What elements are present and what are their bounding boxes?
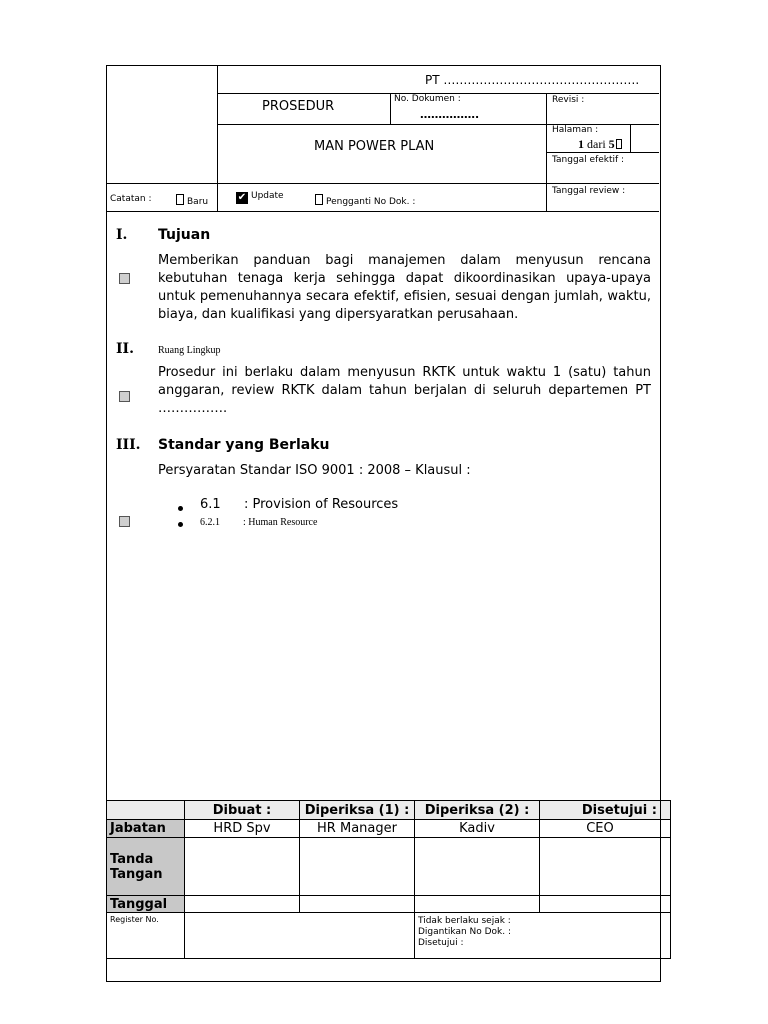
revisi-label: Revisi :: [552, 95, 585, 105]
approval-header-diperiksa-1: Diperiksa (1) :: [300, 801, 415, 820]
pengganti-label: Pengganti No Dok. :: [326, 197, 416, 207]
header-divider-horizontal-4: [107, 183, 659, 184]
section-1-marker-icon: [119, 273, 130, 284]
tanda-tangan-diperiksa-1[interactable]: [300, 838, 415, 896]
document-type: PROSEDUR: [262, 99, 335, 114]
halaman-num: 1: [578, 137, 584, 151]
approval-header-disetujui: Disetujui :: [540, 801, 661, 820]
approval-header-spacer: [661, 801, 671, 820]
tanda-tangan-row: [107, 838, 671, 896]
doc-number-value: …………….: [420, 108, 480, 121]
tidak-berlaku-label: Tidak berlaku sejak :: [418, 916, 511, 926]
halaman-dari: dari: [584, 137, 609, 151]
baru-option[interactable]: [176, 194, 208, 207]
jabatan-dibuat: HRD Spv: [185, 820, 300, 838]
bullet-icon: [178, 506, 183, 511]
jabatan-diperiksa-2: Kadiv: [415, 820, 540, 838]
halaman-value: [578, 137, 625, 152]
approval-table: [106, 800, 671, 959]
register-value[interactable]: [185, 913, 415, 959]
section-2-title: Ruang Lingkup: [158, 345, 221, 356]
bullet-2-code: 6.2.1: [200, 517, 220, 528]
bullet-1-text: : Provision of Resources: [244, 497, 399, 512]
register-label: Register No.: [107, 913, 185, 959]
section-2-body: Prosedur ini berlaku dalam menyusun RKTK untuk waktu 1 (satu) tahun anggaran, review RKTK dalam tahun berjalan di seluruh departemen PT …………….: [158, 365, 651, 416]
jabatan-diperiksa-1: HR Manager: [300, 820, 415, 838]
halaman-total: 5: [608, 137, 615, 151]
section-2-marker-icon: [119, 391, 130, 402]
bullet-2-text: : Human Resource: [243, 517, 318, 528]
section-2-number: II.: [116, 341, 134, 357]
empty-checkbox-icon: [176, 194, 184, 205]
tanda-tangan-disetujui[interactable]: [540, 838, 661, 896]
section-3-body: Persyaratan Standar ISO 9001 : 2008 – Klausul :: [158, 463, 471, 478]
bullet-1-code: 6.1: [200, 497, 221, 512]
jabatan-row: [107, 820, 671, 838]
section-1-number: I.: [116, 227, 128, 243]
tanggal-dibuat[interactable]: [185, 896, 300, 913]
jabatan-spacer: [661, 820, 671, 838]
doc-number-label: No. Dokumen :: [394, 94, 461, 104]
tanggal-diperiksa-2[interactable]: [415, 896, 540, 913]
tanggal-label: Tanggal: [107, 896, 185, 913]
section-1-body: Memberikan panduan bagi manajemen dalam menyusun rencana kebutuhan tenaga kerja sehingga dapat dikoordinasikan upaya-upaya untuk pemenuhannya secara efektif, efisien, sesuai dengan jumlah, waktu, biaya, dan kualifikasi yang dipersyaratkan perusahaan.: [158, 253, 651, 322]
checked-checkbox-icon: ✔: [237, 192, 247, 203]
empty-checkbox-icon: [315, 194, 323, 205]
replacement-info: [415, 913, 661, 959]
section-3-number: III.: [116, 437, 141, 453]
pengganti-option[interactable]: [315, 194, 415, 207]
digantikan-label: Digantikan No Dok. :: [418, 927, 512, 937]
tanggal-row: [107, 896, 671, 913]
header-divider-horizontal-5: [107, 211, 659, 212]
jabatan-disetujui: CEO: [540, 820, 661, 838]
empty-box-icon: [616, 139, 622, 149]
jabatan-label: Jabatan: [107, 820, 185, 838]
halaman-label: Halaman :: [552, 125, 599, 135]
register-spacer: [661, 913, 671, 959]
tanggal-diperiksa-1[interactable]: [300, 896, 415, 913]
disetujui-label: Disetujui :: [418, 938, 464, 948]
header-divider-horizontal-3: [546, 152, 659, 153]
section-1-title: Tujuan: [158, 227, 211, 243]
document-title: MAN POWER PLAN: [314, 139, 435, 154]
header-divider-vertical-1: [217, 66, 218, 211]
catatan-label: Catatan :: [110, 194, 152, 204]
update-label: Update: [251, 191, 284, 201]
approval-header-row: [107, 801, 671, 820]
tanggal-spacer: [661, 896, 671, 913]
tanggal-efektif-label: Tanggal efektif :: [552, 155, 625, 165]
header-divider-vertical-2: [390, 93, 391, 124]
bullet-icon: [178, 522, 183, 527]
section-3-marker-icon: [119, 516, 130, 527]
tanda-tangan-spacer: [661, 838, 671, 896]
register-row: [107, 913, 671, 959]
baru-label: Baru: [187, 197, 209, 207]
tanda-tangan-diperiksa-2[interactable]: [415, 838, 540, 896]
company-name: PT ………………………………………….: [425, 73, 640, 87]
tanda-tangan-dibuat[interactable]: [185, 838, 300, 896]
halaman-box-border: [630, 125, 631, 152]
tanda-tangan-label: Tanda Tangan: [107, 838, 185, 896]
section-3-title: Standar yang Berlaku: [158, 437, 330, 453]
approval-header-diperiksa-2: Diperiksa (2) :: [415, 801, 540, 820]
tanggal-review-label: Tanggal review :: [552, 186, 626, 196]
approval-header-dibuat: Dibuat :: [185, 801, 300, 820]
tanggal-disetujui[interactable]: [540, 896, 661, 913]
approval-header-empty: [107, 801, 185, 820]
update-option[interactable]: [236, 191, 284, 204]
